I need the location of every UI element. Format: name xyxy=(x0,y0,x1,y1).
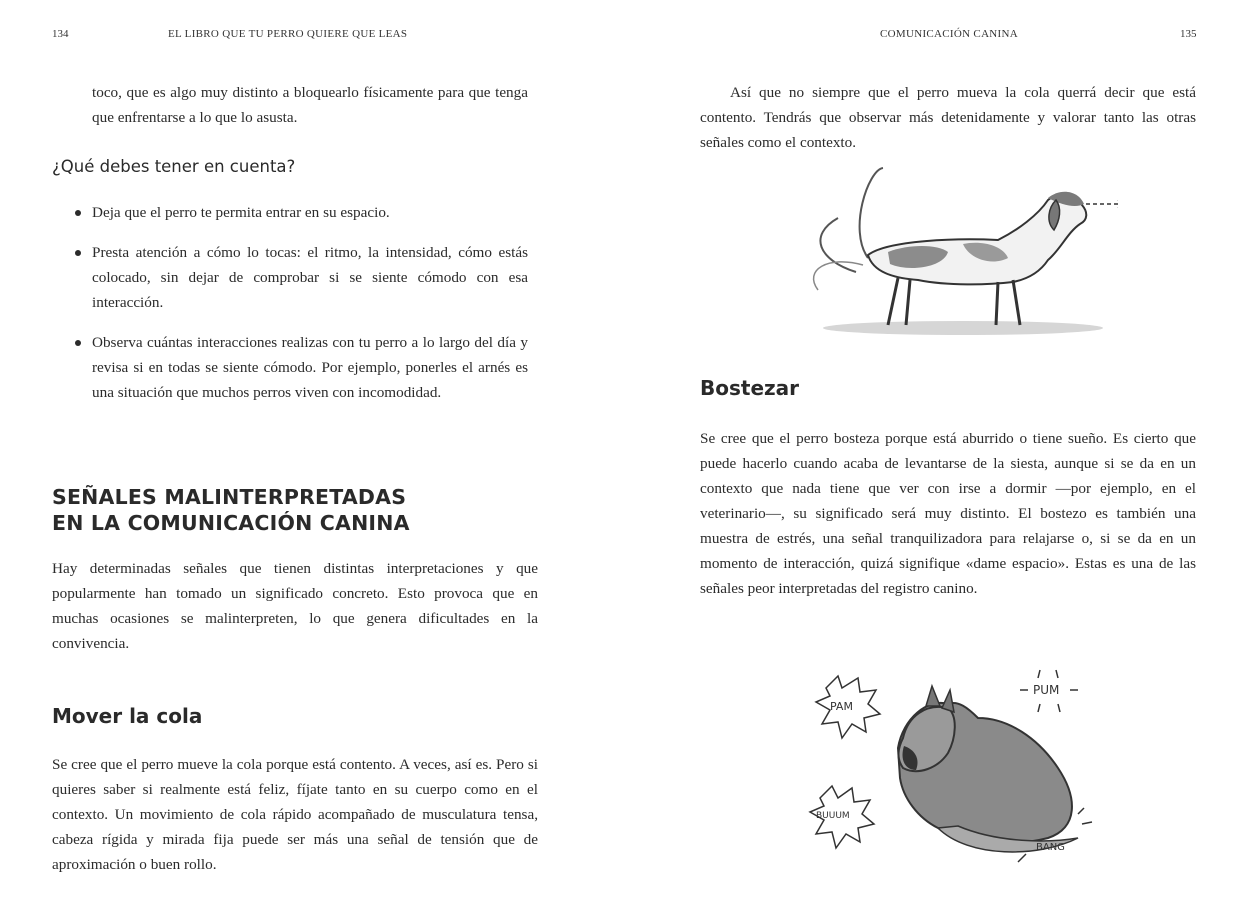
yawn-text: Se cree que el perro bosteza porque está aburrido o tiene sueño. Es cierto que puede hacerlo cuando acaba de levantarse de la siesta, aunque si se da en un contexto que nada tiene que ver con irse a dormir —por ejemplo, en el veterinario—, su significado será muy distinto. El bostezo es también una muestra de estrés, una señal tranquilizadora para relajarse o, si se da en un momento de interacción, quizá signifique «dame espacio». Estas es una de las señales peor interpretadas del registro canino. xyxy=(700,430,1196,597)
section-intro: Hay determinadas señales que tienen distintas interpretaciones y que popularmente han tomado un significado concreto. Esto provoca que en muchas ocasiones se malinterpreten, lo que genera dificultades en la convivencia. xyxy=(52,560,538,652)
right-page xyxy=(618,0,1236,912)
subheading: ¿Qué debes tener en cuenta? xyxy=(52,157,296,176)
sound-word-bang: BANG xyxy=(1036,842,1065,853)
running-head-right: COMUNICACIÓN CANINA xyxy=(880,28,1019,40)
list-item: Observa cuántas interacciones realizas con tu perro a lo largo del día y revisa si en todas se siente cómodo. Por ejemplo, ponerles el arnés es una situación que muchos perros viven con incomodidad. xyxy=(72,330,528,405)
tail-conclusion: Así que no siempre que el perro mueva la cola querrá decir que está contento. Tendrás que observar más detenidamente y valorar tanto las otras señales como el contexto. xyxy=(700,84,1196,151)
tail-text: Se cree que el perro mueve la cola porque está contento. A veces, así es. Pero si quieres saber si realmente está feliz, fíjate tanto en su cuerpo como en el contexto. Un movimiento de cola rápido acompañado de musculatura tensa, cabeza rígida y mirada fija puede ser más una señal de tensión que de aproximación o buen rollo. xyxy=(52,756,538,873)
sound-word-pum: PUM xyxy=(1033,683,1060,697)
bullet-icon xyxy=(75,250,81,256)
tips-list xyxy=(72,200,528,405)
bullet-icon xyxy=(75,210,81,216)
page-number-left: 134 xyxy=(52,28,69,40)
running-head-left: EL LIBRO QUE TU PERRO QUIERE QUE LEAS xyxy=(168,28,408,40)
dog-wagging-tail-illustration xyxy=(798,160,1118,340)
sound-word-pam: PAM xyxy=(830,700,853,713)
bullet-icon xyxy=(75,340,81,346)
page-number-right: 135 xyxy=(1180,28,1197,40)
yawning-dog-illustration xyxy=(808,658,1108,868)
tail-heading: Mover la cola xyxy=(52,704,203,728)
continuation-text: toco, que es algo muy distinto a bloquearlo físicamente para que tenga que enfrentarse a lo que lo asusta. xyxy=(92,84,528,126)
sound-word-buuum: BUUUM xyxy=(816,811,850,821)
yawn-heading: Bostezar xyxy=(700,376,800,400)
section-title: SEÑALES MALINTERPRETADAS EN LA COMUNICACIÓN CANINA xyxy=(52,485,410,535)
list-item: Deja que el perro te permita entrar en su espacio. xyxy=(72,200,528,225)
list-item: Presta atención a cómo lo tocas: el ritmo, la intensidad, cómo estás colocado, sin dejar de comprobar si se siente cómodo con esa interacción. xyxy=(72,240,528,315)
